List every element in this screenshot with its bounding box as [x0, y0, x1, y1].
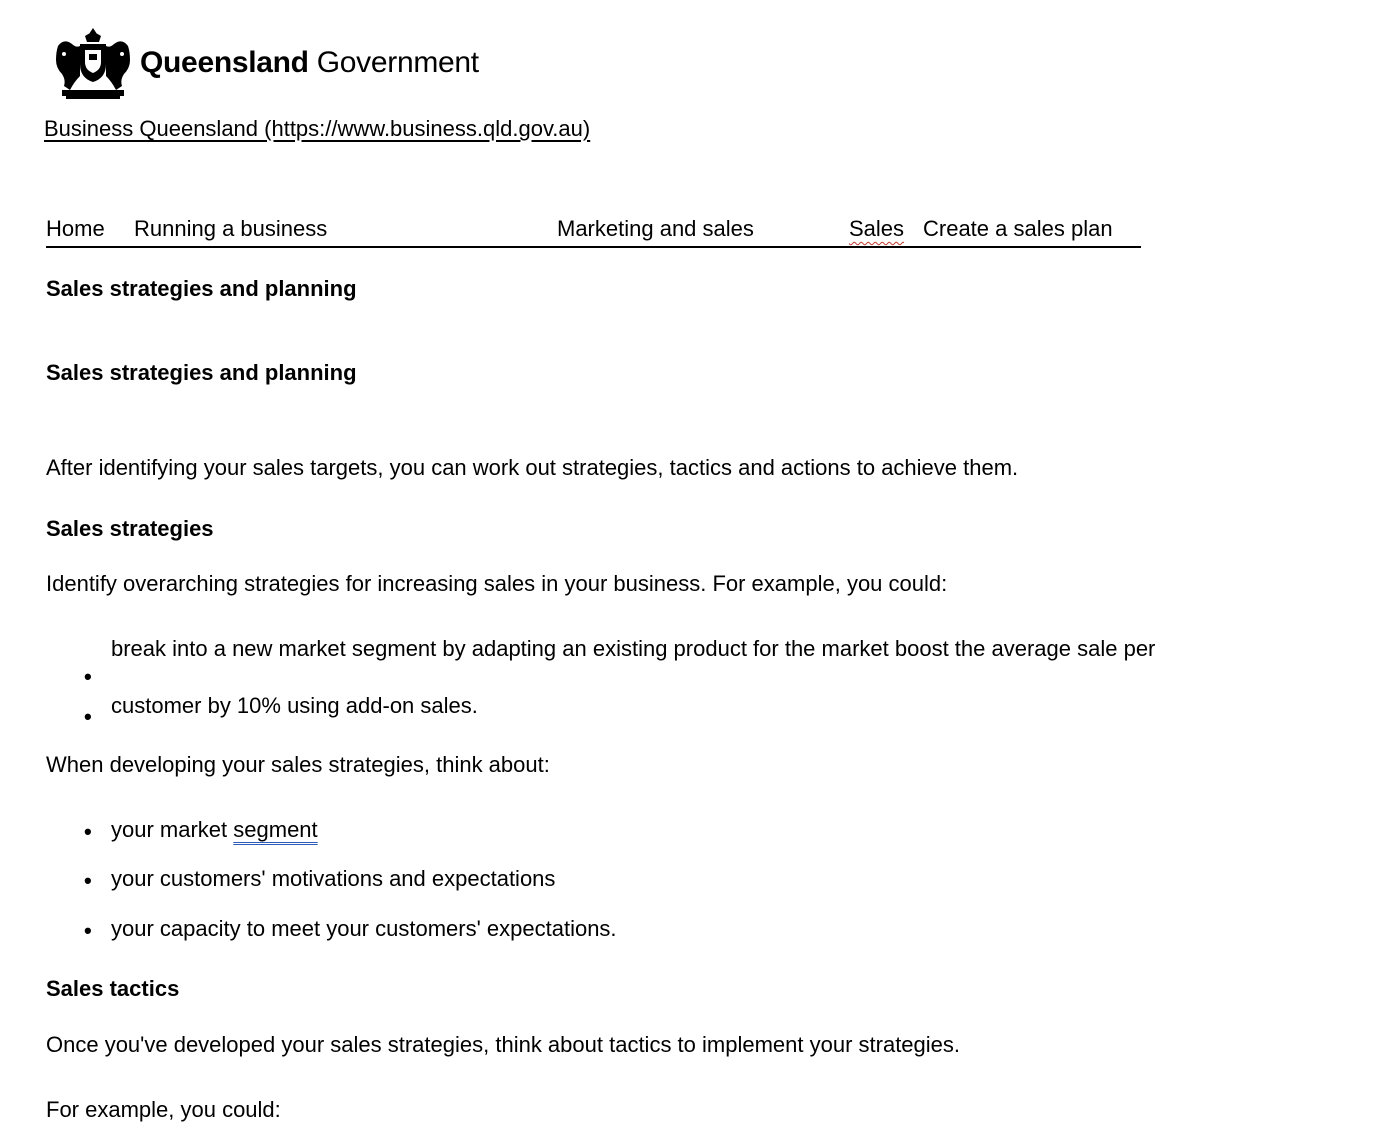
list-item: your capacity to meet your customers' expectations.: [111, 916, 617, 941]
section-title: Sales strategies and planning: [46, 360, 357, 385]
list-bullet: •: [84, 819, 92, 844]
breadcrumb-sales[interactable]: Sales: [849, 216, 905, 241]
list-item: [111, 817, 318, 843]
page-title: Sales strategies and planning: [46, 276, 357, 301]
site-header: [52, 24, 479, 102]
breadcrumb-running-a-business[interactable]: Running a business: [134, 216, 328, 241]
sales-strategies-heading: Sales strategies: [46, 516, 214, 541]
list-item-text: your market: [111, 817, 234, 842]
list-bullet: •: [84, 704, 92, 729]
intro-paragraph: After identifying your sales targets, you can work out strategies, tactics and actions to achieve them.: [46, 455, 1019, 480]
breadcrumb-marketing-and-sales[interactable]: Marketing and sales: [557, 216, 754, 241]
list-item: break into a new market segment by adapting an existing product for the market boost the average sale per: [111, 636, 1156, 661]
breadcrumb-home[interactable]: Home: [46, 216, 105, 241]
business-queensland-link[interactable]: Business Queensland (https://www.business.qld.gov.au): [44, 116, 591, 141]
list-bullet: •: [84, 868, 92, 893]
tactics-intro-paragraph: Once you've developed your sales strategies, think about tactics to implement your strategies.: [46, 1032, 961, 1057]
strategies-intro-paragraph: Identify overarching strategies for increasing sales in your business. For example, you could:: [46, 571, 948, 596]
brand-regular: Government: [308, 46, 479, 79]
list-bullet: •: [84, 664, 92, 689]
segment-link[interactable]: segment: [233, 817, 318, 842]
for-example-paragraph: For example, you could:: [46, 1097, 281, 1122]
list-item: customer by 10% using add-on sales.: [111, 693, 478, 718]
brand-bold: Queensland: [140, 46, 309, 79]
list-item: your customers' motivations and expectations: [111, 866, 556, 891]
sales-tactics-heading: Sales tactics: [46, 976, 180, 1001]
breadcrumb-create-a-sales-plan[interactable]: Create a sales plan: [923, 216, 1113, 241]
list-bullet: •: [84, 918, 92, 943]
developing-paragraph: When developing your sales strategies, think about:: [46, 752, 550, 777]
brand-wordmark: [140, 46, 479, 80]
queensland-coat-of-arms-icon: [52, 24, 134, 102]
breadcrumb: [46, 216, 1141, 248]
